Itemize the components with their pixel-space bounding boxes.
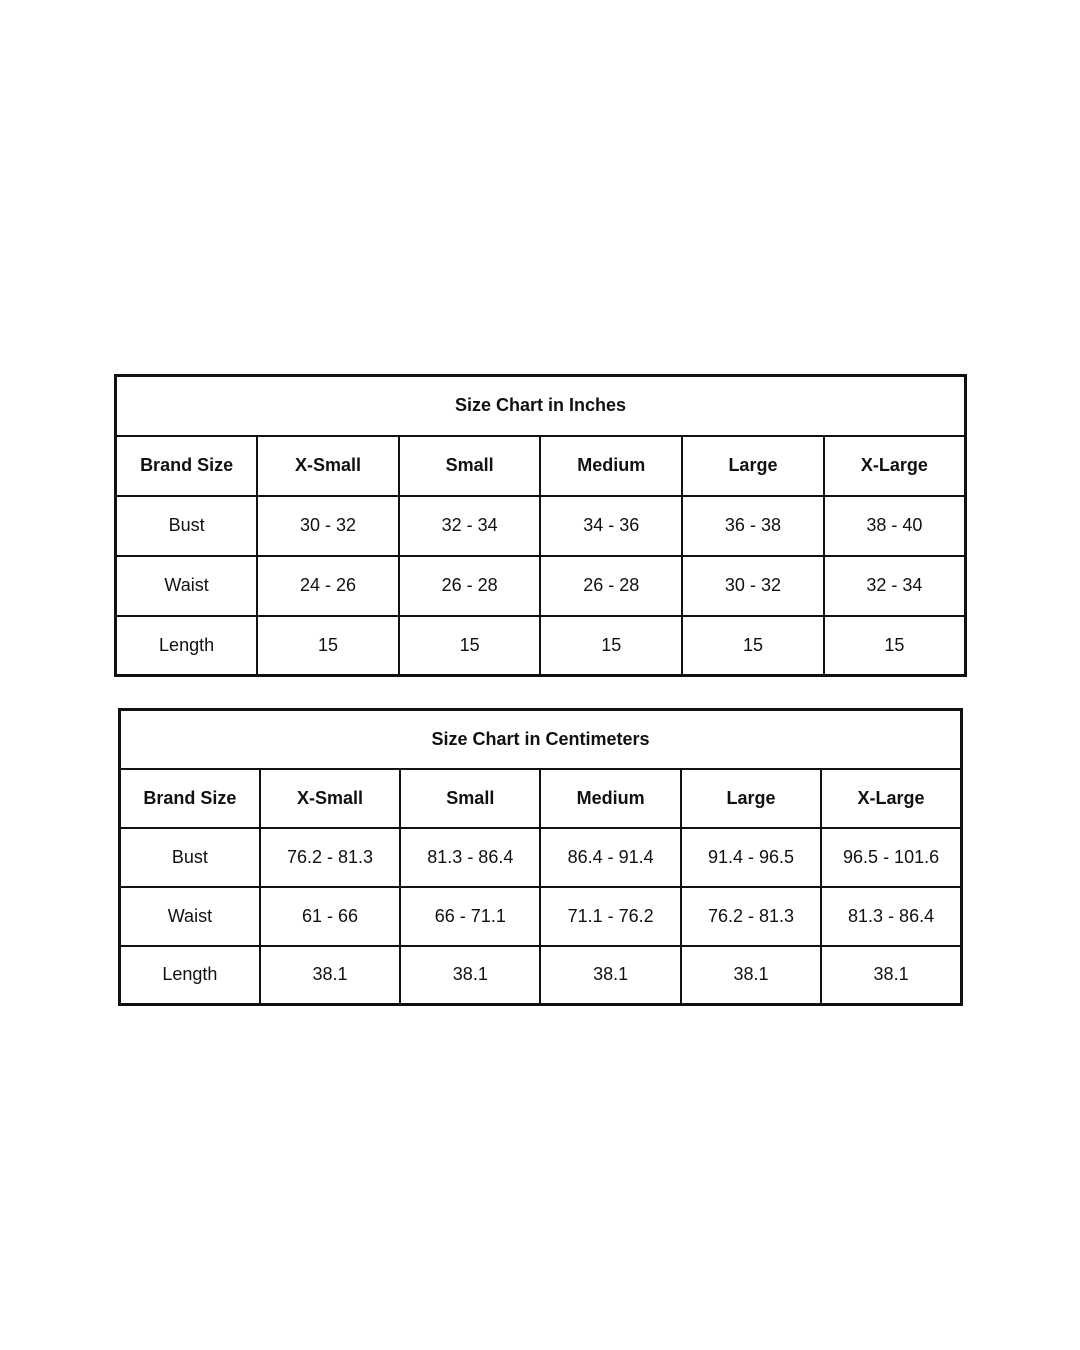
- column-header: Large: [681, 769, 821, 828]
- column-header: Small: [399, 436, 541, 496]
- column-header: X-Large: [821, 769, 961, 828]
- table-header-row: [116, 436, 966, 496]
- table-row: [116, 556, 966, 616]
- row-label: Waist: [120, 887, 260, 946]
- table-cell: 38.1: [400, 946, 540, 1005]
- row-label: Bust: [116, 496, 258, 556]
- table-cell: 38.1: [540, 946, 680, 1005]
- row-label: Waist: [116, 556, 258, 616]
- table-cell: 76.2 - 81.3: [260, 828, 400, 887]
- table-row: [116, 496, 966, 556]
- column-header: Small: [400, 769, 540, 828]
- table-cell: 15: [399, 616, 541, 676]
- table-cell: 15: [257, 616, 399, 676]
- table-cell: 30 - 32: [682, 556, 824, 616]
- table-row: [116, 616, 966, 676]
- table-cell: 81.3 - 86.4: [400, 828, 540, 887]
- column-header: Brand Size: [120, 769, 260, 828]
- table-title: Size Chart in Inches: [116, 376, 966, 436]
- column-header: Medium: [540, 769, 680, 828]
- column-header: Medium: [540, 436, 682, 496]
- table-cell: 26 - 28: [540, 556, 682, 616]
- table-cell: 76.2 - 81.3: [681, 887, 821, 946]
- table-cell: 38.1: [681, 946, 821, 1005]
- table-cell: 91.4 - 96.5: [681, 828, 821, 887]
- table-cell: 66 - 71.1: [400, 887, 540, 946]
- column-header: X-Small: [260, 769, 400, 828]
- table-cell: 38 - 40: [824, 496, 966, 556]
- table-header-row: [120, 769, 962, 828]
- table-cell: 61 - 66: [260, 887, 400, 946]
- table-cell: 15: [682, 616, 824, 676]
- column-header: Large: [682, 436, 824, 496]
- table-row: [120, 828, 962, 887]
- column-header: X-Small: [257, 436, 399, 496]
- table-cell: 96.5 - 101.6: [821, 828, 961, 887]
- table-cell: 15: [824, 616, 966, 676]
- table-cell: 38.1: [260, 946, 400, 1005]
- size-chart-centimeters-table: [118, 708, 963, 1006]
- table-cell: 81.3 - 86.4: [821, 887, 961, 946]
- table-title: Size Chart in Centimeters: [120, 710, 962, 769]
- column-header: X-Large: [824, 436, 966, 496]
- table-cell: 86.4 - 91.4: [540, 828, 680, 887]
- table-cell: 15: [540, 616, 682, 676]
- table-title-row: [116, 376, 966, 436]
- column-header: Brand Size: [116, 436, 258, 496]
- table-cell: 71.1 - 76.2: [540, 887, 680, 946]
- row-label: Length: [120, 946, 260, 1005]
- row-label: Bust: [120, 828, 260, 887]
- table-cell: 32 - 34: [824, 556, 966, 616]
- table-cell: 36 - 38: [682, 496, 824, 556]
- table-cell: 32 - 34: [399, 496, 541, 556]
- table-row: [120, 946, 962, 1005]
- table-cell: 26 - 28: [399, 556, 541, 616]
- table-row: [120, 887, 962, 946]
- table-cell: 30 - 32: [257, 496, 399, 556]
- table-cell: 24 - 26: [257, 556, 399, 616]
- row-label: Length: [116, 616, 258, 676]
- table-cell: 34 - 36: [540, 496, 682, 556]
- size-chart-inches-table: [114, 374, 967, 677]
- table-cell: 38.1: [821, 946, 961, 1005]
- table-title-row: [120, 710, 962, 769]
